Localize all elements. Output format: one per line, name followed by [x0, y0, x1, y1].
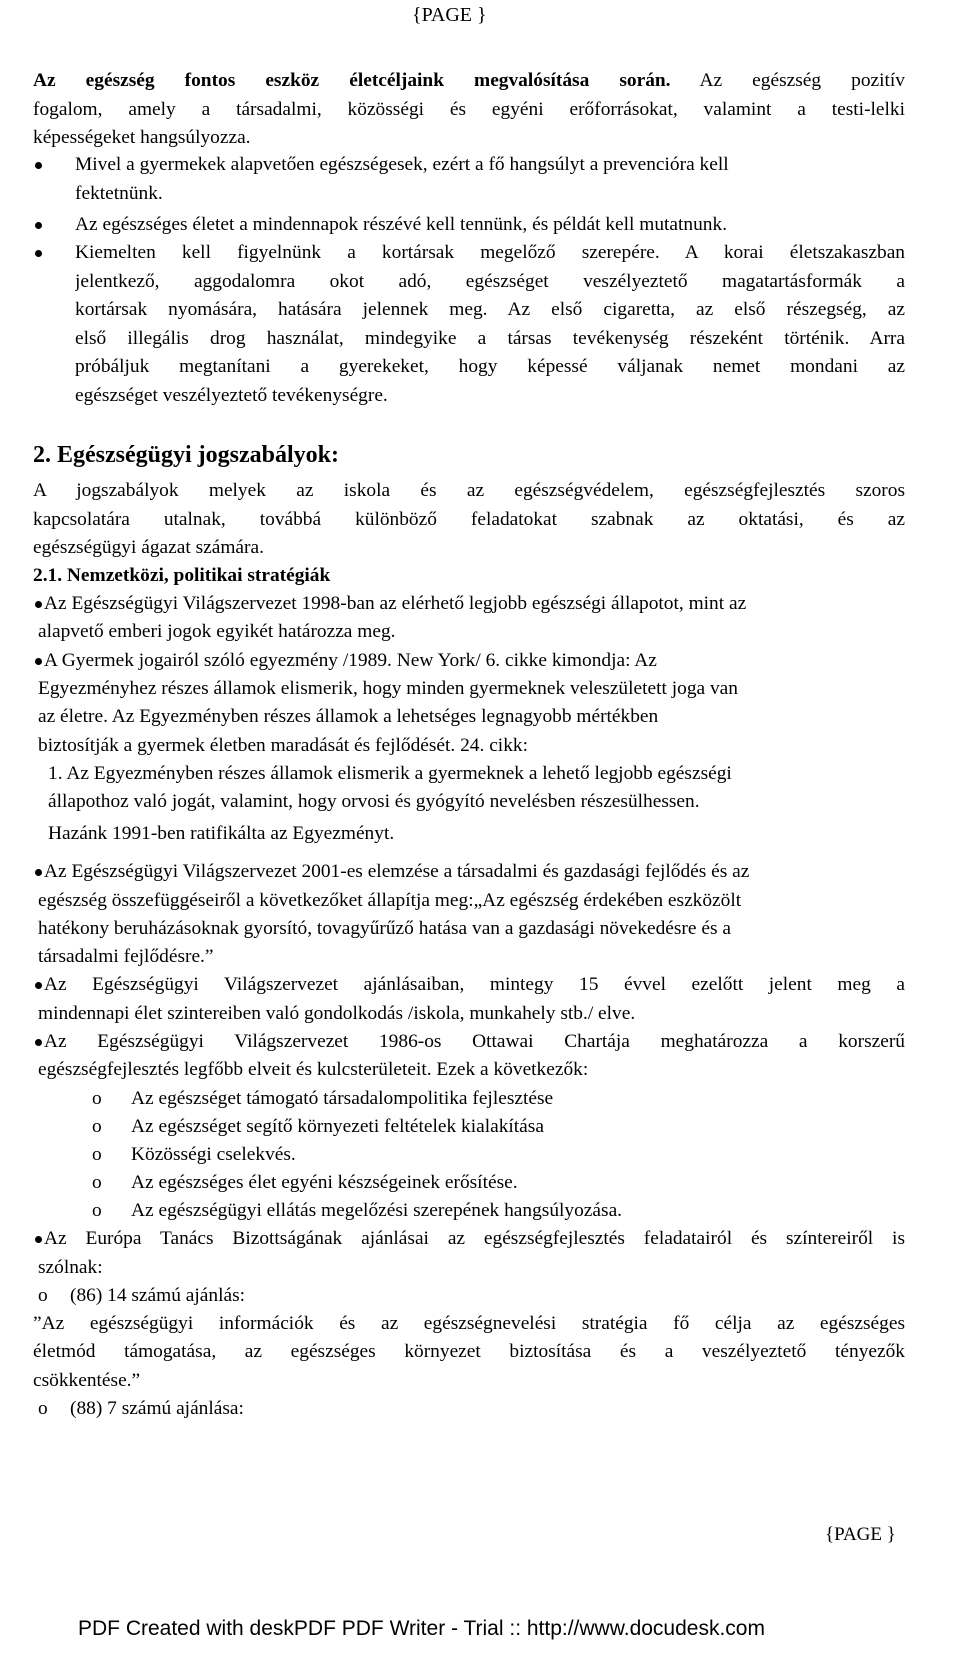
list-item: Mivel a gyermekek alapvetően egészségesek, ezért a fő hangsúlyt a prevencióra kell: [75, 154, 729, 175]
list-item: biztosítják a gyermek életben maradását és fejlődését. 24. cikk:: [38, 735, 528, 756]
quote-line: ”Az egészségügyi információk és az egészségnevelési stratégia fő célja az egészséges: [33, 1313, 905, 1334]
list-item: Az Egészségügyi Világszervezet 1998-ban az elérhető legjobb egészségi állapotot, mint az: [44, 593, 747, 614]
list-item: alapvető emberi jogok egyikét határozza meg.: [38, 621, 396, 642]
list-marker: o: [92, 1116, 102, 1137]
list-item: első illegális drog használat, mindegyike a társas tevékenység részeként történik. Arra: [75, 328, 905, 349]
intro-line: képességeket hangsúlyozza.: [33, 127, 251, 148]
list-item: A Gyermek jogairól szóló egyezmény /1989. New York/ 6. cikke kimondja: Az: [44, 650, 657, 671]
list-item: Az egészséges élet egyéni készségeinek erősítése.: [131, 1172, 518, 1193]
section-heading: 2. Egészségügyi jogszabályok:: [33, 442, 339, 468]
list-item: Közösségi cselekvés.: [131, 1144, 296, 1165]
intro-line: fogalom, amely a társadalmi, közösségi és egyéni erőforrásokat, valamint a testi-lelki: [33, 99, 905, 120]
paragraph-line: kapcsolatára utalnak, továbbá különböző feladatokat szabnak az oktatási, és az: [33, 509, 905, 530]
list-item: az életre. Az Egyezményben részes államok a lehetséges legnagyobb mértékben: [38, 706, 659, 727]
list-item: Az egészséget segítő környezeti feltételek kialakítása: [131, 1116, 544, 1137]
sub-heading: 2.1. Nemzetközi, politikai stratégiák: [33, 565, 331, 586]
ratified-note: Hazánk 1991-ben ratifikálta az Egyezményt.: [48, 823, 395, 844]
list-item: Az Európa Tanács Bizottságának ajánlásai az egészségfejlesztés feladatairól és színtereiről is: [44, 1228, 905, 1249]
list-item: egészség összefüggéseiről a következőket állapítja meg:„Az egészség érdekében eszközölt: [38, 890, 742, 911]
list-item: jelentkező, aggodalomra okot adó, egészséget veszélyeztető magatartásformák a: [75, 271, 905, 292]
list-item: Az Egészségügyi Világszervezet ajánlásaiban, mintegy 15 évvel ezelőtt jelent meg a: [44, 974, 905, 995]
list-item: hatékony beruházásoknak gyorsító, tovagyűrűző hatása van a gazdasági növekedésre és a: [38, 918, 731, 939]
list-item: Az egészséges életet a mindennapok részévé kell tennünk, és példát kell mutatnunk.: [75, 214, 728, 235]
recommendation-88: (88) 7 számú ajánlása:: [70, 1398, 244, 1419]
intro-lead-rest: Az egészség pozitív: [699, 70, 905, 91]
list-item: szólnak:: [38, 1257, 103, 1278]
bullet-icon: [35, 162, 42, 169]
page-field-header: {PAGE }: [412, 4, 487, 26]
list-item: Az egészséget támogató társadalompolitika fejlesztése: [131, 1088, 554, 1109]
list-item: kortársak nyomására, hatására jelennek meg. Az első cigaretta, az első részegség, az: [75, 299, 905, 320]
bullet-icon: [35, 658, 42, 665]
list-item: Az Egészségügyi Világszervezet 2001-es elemzése a társadalmi és gazdasági fejlődés és az: [44, 861, 750, 882]
recommendation-86: (86) 14 számú ajánlás:: [70, 1285, 245, 1306]
quote-line: életmód támogatása, az egészséges környezet biztosítása és a veszélyeztető tényezők: [33, 1341, 905, 1362]
list-marker: o: [92, 1172, 102, 1193]
article-line: állapothoz való jogát, valamint, hogy orvosi és gyógyító nevelésben részesülhessen.: [48, 791, 700, 812]
list-item: Az egészségügyi ellátás megelőzési szerepének hangsúlyozása.: [131, 1200, 623, 1221]
bullet-icon: [35, 222, 42, 229]
list-item: fektetnünk.: [75, 183, 163, 204]
list-item: egészséget veszélyeztető tevékenységre.: [75, 385, 388, 406]
list-item: egészségfejlesztés legfőbb elveit és kulcsterületeit. Ezek a következők:: [38, 1059, 589, 1080]
list-marker: o: [92, 1088, 102, 1109]
bullet-icon: [35, 1236, 42, 1243]
bullet-icon: [35, 869, 42, 876]
paragraph-line: egészségügyi ágazat számára.: [33, 537, 264, 558]
pdf-watermark: PDF Created with deskPDF PDF Writer - Trial :: http://www.docudesk.com: [78, 1617, 765, 1640]
paragraph-line: A jogszabályok melyek az iskola és az egészségvédelem, egészségfejlesztés szoros: [33, 480, 905, 501]
bullet-icon: [35, 982, 42, 989]
list-item: próbáljuk megtanítani a gyerekeket, hogy képessé váljanak nemet mondani az: [75, 356, 905, 377]
list-marker: o: [92, 1144, 102, 1165]
article-line: 1. Az Egyezményben részes államok elismerik a gyermeknek a lehető legjobb egészségi: [48, 763, 732, 784]
bullet-icon: [35, 250, 42, 257]
list-marker: o: [92, 1200, 102, 1221]
list-marker: o: [38, 1398, 48, 1419]
list-item: mindennapi élet szintereiben való gondolkodás /iskola, munkahely stb./ elve.: [38, 1003, 636, 1024]
list-item: Kiemelten kell figyelnünk a kortársak megelőző szerepére. A korai életszakaszban: [75, 242, 905, 263]
bullet-icon: [35, 1039, 42, 1046]
list-marker: o: [38, 1285, 48, 1306]
quote-line: csökkentése.”: [33, 1370, 141, 1391]
intro-lead-bold: Az egészség fontos eszköz életcéljaink megvalósítása során.: [33, 70, 671, 91]
page-field-footer: {PAGE }: [825, 1524, 896, 1545]
list-item: Egyezményhez részes államok elismerik, hogy minden gyermeknek veleszületett joga van: [38, 678, 738, 699]
list-item: társadalmi fejlődésre.”: [38, 946, 214, 967]
list-item: Az Egészségügyi Világszervezet 1986-os Ottawai Chartája meghatározza a korszerű: [44, 1031, 905, 1052]
bullet-icon: [35, 601, 42, 608]
